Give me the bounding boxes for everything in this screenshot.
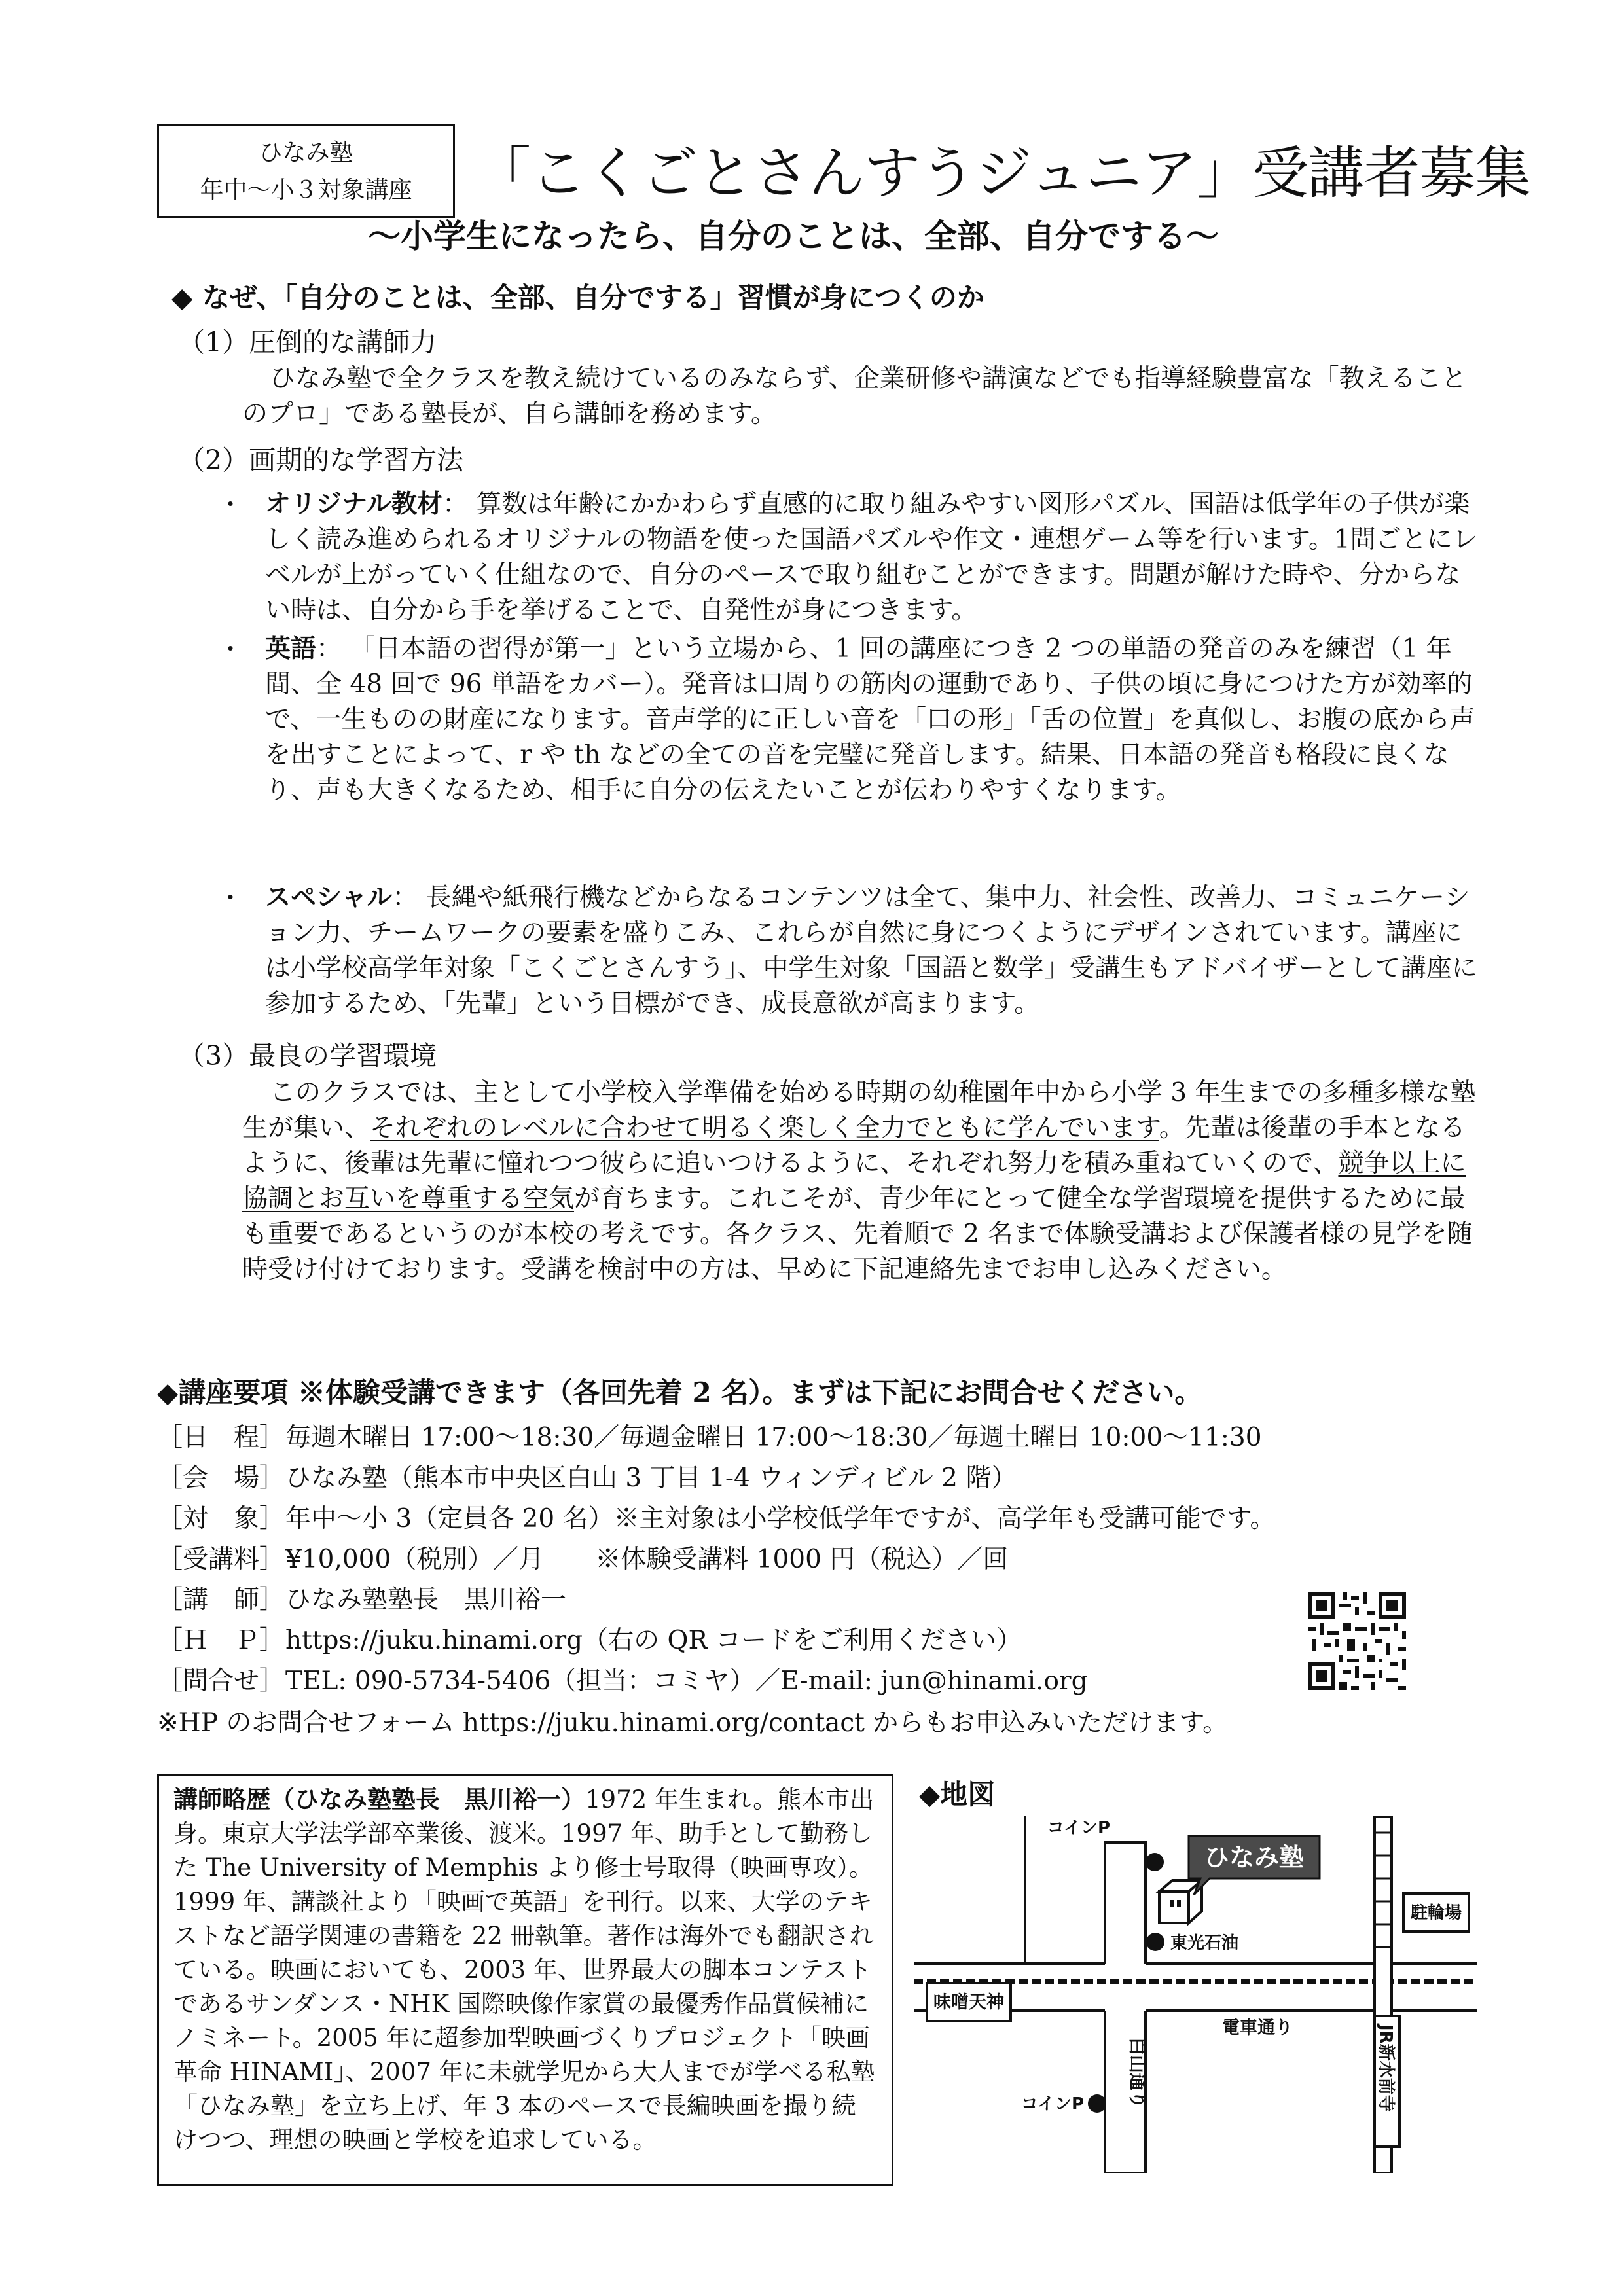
section-2-title: （2）画期的な学習方法 (178, 444, 464, 476)
course-row-label: ［講 師］ (157, 1585, 285, 1615)
why-heading: ◆ なぜ、「自分のことは、全部、自分でする」習慣が身につくのか (171, 281, 984, 314)
bio-title: 講師略歴（ひなみ塾塾長 黒川裕一） (173, 1785, 585, 1814)
org-name: ひなみ塾 (259, 139, 353, 166)
map-label-parking: 駐輪場 (1410, 1903, 1462, 1923)
bullet-label: 英語 (265, 634, 317, 664)
map-heading: ◆地図 (919, 1778, 996, 1810)
course-row-label: ［会 場］ (157, 1463, 285, 1493)
course-row (157, 1580, 1479, 1621)
qr-code[interactable] (1308, 1592, 1406, 1690)
map-label-jr: JR新水前寺 (1376, 2024, 1396, 2112)
bullet-label: スペシャル (265, 883, 393, 912)
course-row-value: ¥10,000（税別）／月 ※体験受講料 1000 円（税込）／回 (285, 1545, 1009, 1574)
course-row-value: ひなみ塾（熊本市中央区白山 3 丁目 1-4 ウィンディビル 2 階） (285, 1463, 1017, 1493)
course-heading: ◆講座要項 ※体験受講できます（各回先着 2 名）。まずは下記にお問合せください。 (157, 1376, 1202, 1408)
target-audience: 年中～小３対象講座 (200, 177, 412, 204)
course-details (157, 1418, 1479, 1702)
bullet-mark: ・ (218, 490, 244, 519)
coin-parking-dot (1088, 2094, 1106, 2113)
map-label-coin-bottom: コインP (1020, 2094, 1084, 2114)
course-row-value: ひなみ塾塾長 黒川裕一 (285, 1585, 567, 1615)
section-1-text: ひなみ塾で全クラスを教え続けているのみならず、企業研修や講演などでも指導経験豊富な「教えることのプロ」である塾長が、自ら講師を務めます。 (242, 364, 1467, 429)
page-subtitle: ～小学生になったら、自分のことは、全部、自分でする～ (368, 217, 1219, 255)
section-1-title: （1）圧倒的な講師力 (178, 327, 437, 358)
page-title: 「こくごとさんすうジュニア」受講者募集 (475, 141, 1531, 206)
course-row (157, 1661, 1479, 1702)
course-row (157, 1621, 1479, 1661)
course-row (157, 1499, 1479, 1539)
map-label-hakuzan: 白山通り (1127, 2037, 1147, 2108)
bullet-english (265, 632, 1481, 808)
coin-parking-dot (1146, 1853, 1164, 1871)
course-row-label: ［問合せ］ (157, 1666, 285, 1696)
underlined-phrase: それぞれのレベルに合わせて明るく楽しく全力でともに学んでいます (370, 1113, 1159, 1143)
bullet-label: オリジナル教材 (265, 490, 443, 519)
course-row (157, 1539, 1479, 1580)
bullet-text: ： 「日本語の習得が第一」という立場から、1 回の講座につき 2 つの単語の発音のみを練習（1 年間、全 48 回で 96 単語をカバー）。発音は口周りの筋肉の運動であり、子供の頃に身につけた方が効率的で、一生ものの財産になります。音声学的に正しい音を「口の形」「舌の位置」を真似し、お腹の底から声を出すことによって、r や th などの全ての音を完璧に発音します。結果、日本語の発音も格段に良くなり、声も大きくなるため、相手に自分の伝えたいことが伝わりやすくなります。 (265, 634, 1475, 805)
bullet-text: ： 長縄や紙飛行機などからなるコンテンツは全て、集中力、社会性、改善力、コミュニケーション力、チームワークの要素を盛りこみ、これらが自然に身につくようにデザインされています。講座には小学校高学年対象「こくごとさんすう」、中学生対象「国語と数学」受講生もアドバイザーとして講座に参加するため、「先輩」という目標ができ、成長意欲が高まります。 (265, 883, 1477, 1018)
map-label-tram: 電車通り (1222, 2018, 1293, 2038)
course-row-label: ［日 程］ (157, 1423, 285, 1452)
course-row-value: 年中～小 3（定員各 20 名）※主対象は小学校低学年ですが、高学年も受講可能です。 (285, 1504, 1276, 1534)
section-3-text: このクラスでは、主として小学校入学準備を始める時期の幼稚園年中から小学 3 年生までの多種多様な塾生が集い、それぞれのレベルに合わせて明るく楽しく全力でともに学んでいます。先輩は後輩の手本となるように、後輩は先輩に憧れつつ彼らに追いつけるように、それぞれ努力を積み重ねていくので、競争以上に協調とお互いを尊重する空気が育ちます。これこそが、青少年にとって健全な学習環境を提供するために最も重要であるというのが本校の考えです。各クラス、先着順で 2 名まで体験受講および保護者様の見学を随時受け付けております。受講を検討中の方は、早めに下記連絡先までお申し込みください。 (242, 1078, 1476, 1284)
course-row (157, 1418, 1479, 1458)
map-label-gas: 東光石油 (1170, 1933, 1239, 1953)
section-3-title: （3）最良の学習環境 (178, 1040, 437, 1071)
bio-text: 1972 年生まれ。熊本市出身。東京大学法学部卒業後、渡米。1997 年、助手として勤務した The University of Memphis より修士号取得（映画専攻）。1999 年、講談社より「映画で英語」を刊行。以来、大学のテキストなど語学関連の書籍を 22 冊執筆。著作は海外でも翻訳されている。映画においても、2003 年、世界最大の脚本コンテストであるサンダンス・NHK 国際映像作家賞の最優秀作品賞候補にノミネート。2005 年に超参加型映画づくりプロジェクト「映画革命 HINAMI」、2007 年に未就学児から大人までが学べる私塾「ひなみ塾」を立ち上げ、年 3 本のペースで長編映画を撮り続けつつ、理想の映画と学校を追求している。 (173, 1785, 875, 2154)
bullet-special (265, 880, 1481, 1022)
bullet-mark: ・ (218, 884, 244, 912)
bullet-mark: ・ (218, 635, 244, 664)
contact-note: ※HP のお問合せフォーム https://juku.hinami.org/contact からもお申込みいただけます。 (157, 1708, 1229, 1738)
building-icon (1159, 1880, 1202, 1923)
course-row-label: ［対 象］ (157, 1504, 285, 1534)
course-row-value: 毎週木曜日 17:00～18:30／毎週金曜日 17:00～18:30／毎週土曜日 10:00～11:30 (285, 1423, 1262, 1452)
instructor-bio (157, 1774, 893, 2186)
org-label-box (157, 124, 455, 218)
map-label-misotenjin: 味噌天神 (933, 1992, 1004, 2013)
gas-station-dot (1146, 1933, 1164, 1951)
bullet-text: ： 算数は年齢にかかわらず直感的に取り組みやすい図形パズル、国語は低学年の子供が楽しく読み進められるオリジナルの物語を使った国語パズルや作文・連想ゲーム等を行います。1問ごとにレベルが上がっていく仕組なので、自分のペースで取り組むことができます。問題が解けた時や、分からない時は、自分から手を挙げることで、自発性が身につきます。 (265, 490, 1478, 625)
bullet-original-material (265, 487, 1481, 628)
course-row-value: https://juku.hinami.org（右の QR コードをご利用ください） (285, 1626, 1022, 1655)
course-row-value: TEL: 090-5734-5406（担当：コミヤ）／E-mail: jun@hinami.org (285, 1666, 1088, 1696)
map-label-hinami: ひなみ塾 (1204, 1843, 1305, 1872)
course-row-label: ［Ｈ Ｐ］ (157, 1626, 285, 1655)
map-label-coin-top: コインP (1047, 1818, 1110, 1838)
course-row (157, 1458, 1479, 1499)
access-map[interactable] (914, 1816, 1477, 2173)
underlined-phrase: 競争以上に協調とお互いを尊重する空気 (242, 1149, 1466, 1213)
course-row-label: ［受講料］ (157, 1545, 285, 1574)
